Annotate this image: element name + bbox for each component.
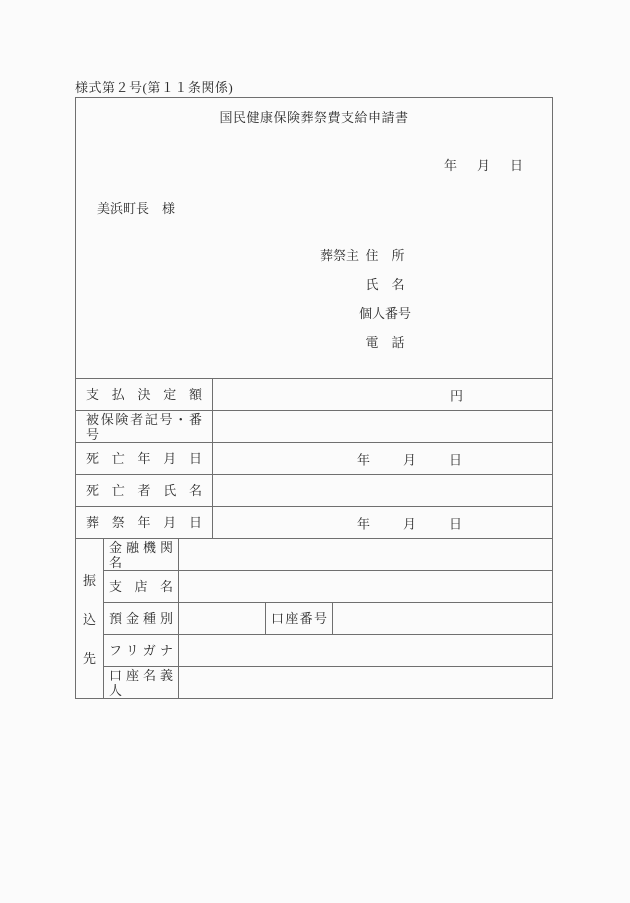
deceased-name-label-cell <box>76 475 213 506</box>
applicant-block <box>320 240 411 356</box>
branch-name-label: 支店名 <box>109 579 173 594</box>
account-holder-row <box>104 666 552 698</box>
date-year-label: 年 <box>443 158 457 173</box>
insured-number-field <box>213 411 552 442</box>
form-code-label: 様式第２号(第１１条関係) <box>75 80 234 95</box>
account-holder-label: 口座名義人 <box>109 667 173 698</box>
insured-number-label-cell <box>76 411 213 442</box>
death-date-label: 死亡年月日 <box>86 451 202 466</box>
branch-name-row <box>104 570 552 602</box>
account-type-label-cell <box>104 603 179 634</box>
funeral-date-row <box>76 506 552 538</box>
applicant-name-label: 氏 名 <box>365 277 405 292</box>
applicant-group-label: 葬祭主 <box>320 248 360 263</box>
furigana-field <box>179 635 552 666</box>
deceased-name-label: 死亡者氏名 <box>86 483 202 498</box>
funeral-day-label: 日 <box>449 516 463 531</box>
death-date-row <box>76 442 552 474</box>
application-form-box <box>75 97 553 699</box>
applicant-address-label: 住 所 <box>365 248 405 263</box>
furigana-label-cell <box>104 635 179 666</box>
death-date-field <box>213 443 552 474</box>
death-month-label: 月 <box>403 452 417 467</box>
account-number-field <box>333 603 552 634</box>
applicant-phone-row <box>320 327 411 356</box>
bank-transfer-vertical-label <box>76 539 104 698</box>
date-month-label: 月 <box>476 158 490 173</box>
account-holder-field <box>179 667 552 698</box>
furigana-label: フリガナ <box>109 643 173 658</box>
deceased-name-field <box>213 475 552 506</box>
bank-transfer-rows <box>104 539 552 698</box>
financial-institution-label-cell <box>104 539 179 570</box>
branch-name-field <box>179 571 552 602</box>
furigana-row <box>104 634 552 666</box>
bank-vertical-char-1: 振 <box>82 573 96 588</box>
account-number-label-cell <box>266 603 333 634</box>
funeral-year-label: 年 <box>357 516 371 531</box>
funeral-date-label: 葬祭年月日 <box>86 515 202 530</box>
financial-institution-field <box>179 539 552 570</box>
deceased-name-row <box>76 474 552 506</box>
application-date-line <box>444 155 552 174</box>
death-date-label-cell <box>76 443 213 474</box>
form-top-section <box>76 98 552 378</box>
bank-transfer-section <box>76 538 552 698</box>
death-day-label: 日 <box>449 452 463 467</box>
insured-number-label: 被保険者記号・番号 <box>86 411 202 442</box>
applicant-phone-label: 電 話 <box>365 335 405 350</box>
account-type-field <box>179 603 266 634</box>
account-type-label: 預金種別 <box>109 611 173 626</box>
payment-amount-field <box>213 379 552 410</box>
date-day-label: 日 <box>509 158 523 173</box>
funeral-date-field <box>213 507 552 538</box>
branch-name-label-cell <box>104 571 179 602</box>
insured-number-row <box>76 410 552 442</box>
bank-vertical-char-2: 込 <box>82 612 96 627</box>
payment-amount-row <box>76 378 552 410</box>
bank-vertical-char-3: 先 <box>82 651 96 666</box>
applicant-personal-number-label: 個人番号 <box>359 306 412 321</box>
financial-institution-row <box>104 539 552 570</box>
funeral-month-label: 月 <box>403 516 417 531</box>
financial-institution-label: 金融機関名 <box>109 539 173 570</box>
funeral-date-label-cell <box>76 507 213 538</box>
account-holder-label-cell <box>104 667 179 698</box>
account-type-row <box>104 602 552 634</box>
form-title: 国民健康保険葬祭費支給申請書 <box>219 110 409 125</box>
payment-amount-label-cell <box>76 379 213 410</box>
payment-amount-label: 支払決定額 <box>86 387 202 402</box>
applicant-address-row <box>320 240 411 269</box>
applicant-personal-number-row <box>320 298 411 327</box>
applicant-name-row <box>320 269 411 298</box>
addressee-line: 美浜町長 様 <box>97 201 176 216</box>
account-number-label: 口座番号 <box>271 611 327 626</box>
death-year-label: 年 <box>357 452 371 467</box>
yen-unit-label: 円 <box>450 388 464 403</box>
